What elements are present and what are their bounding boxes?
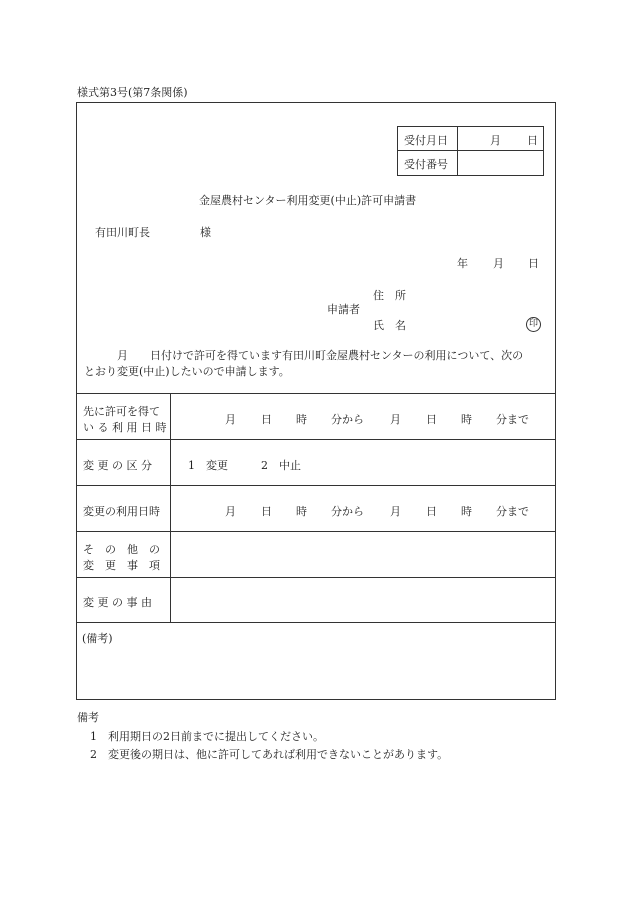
received-month: 月 <box>490 134 501 147</box>
dt-day: 日 <box>261 413 272 426</box>
body-text-line2: とおり変更(中止)したいので申請します。 <box>84 365 290 378</box>
received-day: 日 <box>527 134 538 147</box>
note-item: 2 変更後の期日は、他に許可してあれば利用できないことがあります。 <box>90 748 449 761</box>
cdt-until: 分まで <box>496 505 529 518</box>
permitted-datetime-label-2: い る 利 用 日 時 <box>83 421 167 434</box>
other-changes-label-2: 変 更 事 項 <box>83 559 160 572</box>
applicant-label: 申請者 <box>327 303 360 316</box>
change-type-value: 1 変更 2 中止 <box>188 459 301 472</box>
cdt-hour: 時 <box>296 505 307 518</box>
dt-from: 分から <box>331 413 364 426</box>
dt-month: 月 <box>225 413 236 426</box>
date-day: 日 <box>528 257 539 270</box>
cdt-day: 日 <box>261 505 272 518</box>
cdt-day-2: 日 <box>426 505 437 518</box>
dt-hour-2: 時 <box>461 413 472 426</box>
other-changes-label-1: そ の 他 の <box>83 543 160 556</box>
applicant-address-label: 住 所 <box>373 289 406 302</box>
applicant-name-label: 氏 名 <box>373 319 406 332</box>
note-item: 1 利用期日の2日前までに提出してください。 <box>90 730 324 743</box>
body-text-line1: 月 日付けで許可を得ています有田川町金屋農村センターの利用について、次の <box>84 349 524 362</box>
changed-datetime-label: 変更の利用日時 <box>83 505 160 518</box>
received-number-label: 受付番号 <box>404 158 448 171</box>
change-type-label: 変 更 の 区 分 <box>83 459 152 472</box>
addressee-name: 有田川町長 <box>95 226 150 239</box>
remarks-box-label: (備考) <box>82 632 113 645</box>
notes-title: 備考 <box>77 711 99 724</box>
form-title: 金屋農村センター利用変更(中止)許可申請書 <box>199 194 417 207</box>
form-number: 様式第3号(第7条関係) <box>77 86 188 99</box>
dt-day-2: 日 <box>426 413 437 426</box>
cdt-month: 月 <box>225 505 236 518</box>
dt-month-2: 月 <box>390 413 401 426</box>
received-date-label: 受付月日 <box>404 134 448 147</box>
date-year: 年 <box>457 257 468 270</box>
dt-hour: 時 <box>296 413 307 426</box>
dt-until: 分まで <box>496 413 529 426</box>
cdt-hour-2: 時 <box>461 505 472 518</box>
seal-mark: 印 <box>526 317 541 332</box>
date-month: 月 <box>493 257 504 270</box>
permitted-datetime-label-1: 先に許可を得て <box>83 405 160 418</box>
reason-label: 変 更 の 事 由 <box>83 596 152 609</box>
cdt-from: 分から <box>331 505 364 518</box>
cdt-month-2: 月 <box>390 505 401 518</box>
addressee-honorific: 様 <box>200 226 211 239</box>
